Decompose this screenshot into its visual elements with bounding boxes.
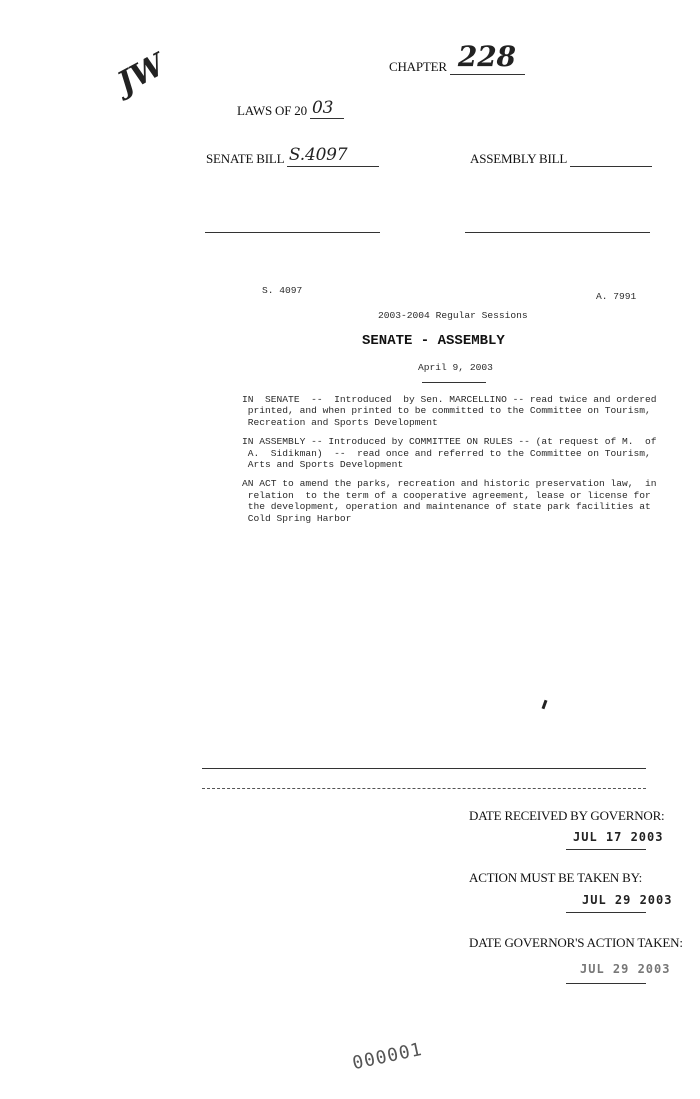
laws-label: LAWS OF 20	[237, 103, 307, 118]
bill-paragraphs	[242, 394, 662, 524]
taken-underline	[566, 983, 646, 984]
received-label: DATE RECEIVED BY GOVERNOR:	[469, 808, 665, 823]
senate-bill-label: SENATE BILL	[206, 151, 284, 166]
paragraph-assembly-rest: A. Sidikman) -- read once and referred to the Committee on Tourism, Arts and Sports Development	[247, 447, 651, 471]
assembly-number: A. 7991	[596, 291, 637, 302]
received-date-stamp: JUL 17 2003	[573, 830, 664, 844]
paragraph-senate-rest: printed, and when printed to be committed to the Committee on Tourism, Recreation and Sports Development	[247, 405, 651, 428]
date-underline	[422, 382, 486, 383]
separator-rule-2	[202, 788, 646, 789]
chapter-number: 228	[457, 40, 516, 73]
assembly-bill-number	[570, 154, 652, 167]
stray-mark	[542, 700, 548, 709]
chapter-label: CHAPTER	[389, 59, 447, 74]
senate-bill-field	[206, 145, 379, 167]
chamber-title: SENATE - ASSEMBLY	[362, 333, 505, 349]
action-label: ACTION MUST BE TAKEN BY:	[469, 870, 643, 885]
paragraph-senate	[242, 394, 662, 428]
paragraph-assembly	[242, 436, 662, 470]
bill-date: April 9, 2003	[418, 362, 493, 373]
paragraph-senate-line1: IN SENATE -- Introduced by Sen. MARCELLINO -- read twice and ordered	[242, 394, 657, 405]
paragraph-act-rest: relation to the term of a cooperative agreement, lease or license for the development, operation and maintenance of state park facilities at Cold Spring Harbor	[247, 489, 651, 524]
paragraph-assembly-line1: IN ASSEMBLY -- Introduced by COMMITTEE ON RULES -- (at request of M. of	[242, 436, 657, 448]
blank-line-right	[465, 232, 650, 233]
action-underline	[566, 912, 646, 913]
action-date-stamp: JUL 29 2003	[582, 893, 673, 907]
senate-bill-number: S.4097	[288, 145, 348, 165]
assembly-bill-label: ASSEMBLY BILL	[470, 151, 567, 166]
laws-year: 03	[311, 98, 334, 118]
laws-field	[237, 98, 344, 119]
taken-date-stamp: JUL 29 2003	[580, 962, 671, 976]
paragraph-act-line1: AN ACT to amend the parks, recreation and historic preservation law, in	[242, 478, 657, 490]
separator-rule-1	[202, 768, 646, 769]
page-number-stamp: 000001	[350, 1038, 425, 1075]
senate-number: S. 4097	[262, 285, 303, 296]
paragraph-act	[242, 478, 662, 524]
handwritten-initials: JW	[112, 47, 171, 101]
assembly-bill-field	[470, 151, 652, 167]
session-title: 2003-2004 Regular Sessions	[378, 310, 528, 321]
chapter-field	[389, 40, 525, 75]
received-underline	[566, 849, 646, 850]
taken-label: DATE GOVERNOR'S ACTION TAKEN:	[469, 935, 683, 950]
blank-line-left	[205, 232, 380, 233]
